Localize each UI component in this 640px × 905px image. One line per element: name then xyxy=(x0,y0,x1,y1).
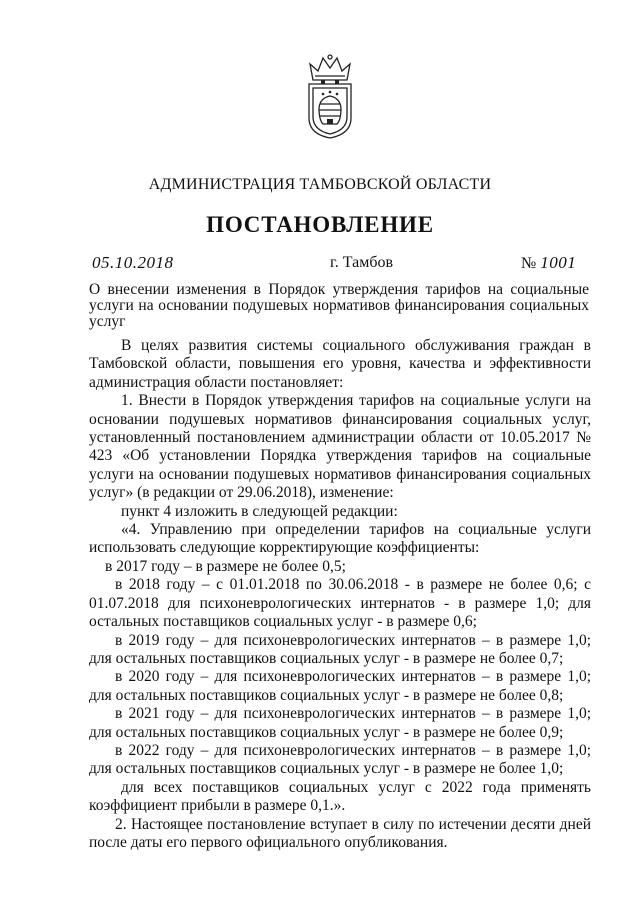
paragraph-item-1: 1. Внести в Порядок утверждения тарифов на социальные услуги на основании подушевых нормативов финансирования социальных услуг, установленный постановлением администрации области от 10.05.2017 № 423 «Об установлении Порядка утверждения тарифов на социальные услуги на основании подушевых нормативов финансирования социальных услуг» (в редакции от 29.06.2018), изменение: xyxy=(89,392,591,502)
document-number xyxy=(521,253,576,274)
number-value: 1001 xyxy=(540,253,577,272)
document-city: г. Тамбов xyxy=(330,254,394,271)
paragraph-profit-coefficient: для всех поставщиков социальных услуг с 2022 года применять коэффициент прибыли в размере 0,1.». xyxy=(89,778,591,815)
paragraph-year-2019: в 2019 году – для психоневрологических интернатов – в размере 1,0; для остальных поставщиков социальных услуг - в размере не более 0,7; xyxy=(89,631,591,667)
document-subject: О внесении изменения в Порядок утверждения тарифов на социальные услуги на основании подушевых нормативов финансирования социальных услуг xyxy=(89,281,589,330)
paragraph-year-2020: в 2020 году – для психоневрологических интернатов – в размере 1,0; для остальных поставщиков социальных услуг - в размере не более 0,8; xyxy=(89,668,591,704)
paragraph-year-2018: в 2018 году – с 01.01.2018 по 30.06.2018 - в размере не более 0,6; с 01.07.2018 для психоневрологических интернатов - в размере 1,0; для остальных поставщиков социальных услуг - в размере 0,6; xyxy=(89,576,591,631)
document-body xyxy=(89,337,591,852)
paragraph-year-2022: в 2022 году – для психоневрологических интернатов – в размере 1,0; для остальных поставщиков социальных услуг - в размере не более 1,0; xyxy=(89,741,591,778)
organization-name: АДМИНИСТРАЦИЯ ТАМБОВСКОЙ ОБЛАСТИ xyxy=(148,176,492,193)
paragraph-instruction: пункт 4 изложить в следующей редакции: xyxy=(121,502,398,520)
document-type-title: ПОСТАНОВЛЕНИЕ xyxy=(206,212,434,237)
number-label: № xyxy=(521,255,537,272)
coat-of-arms-icon xyxy=(301,54,359,140)
paragraph-year-2017: в 2017 году – в размере не более 0,5; xyxy=(105,557,346,575)
paragraph-intro: В целях развития системы социального обслуживания граждан в Тамбовской области, повышения его уровня, качества и эффективности администрация области постановляет: xyxy=(89,337,591,391)
document-date: 05.10.2018 xyxy=(92,253,174,272)
paragraph-item-2: 2. Настоящее постановление вступает в силу по истечении десяти дней после даты его первого официального опубликования. xyxy=(89,815,591,851)
paragraph-point-4: «4. Управлению при определении тарифов на социальные услуги использовать следующие корректирующие коэффициенты: xyxy=(89,521,591,557)
paragraph-year-2021: в 2021 году – для психоневрологических интернатов – в размере 1,0; для остальных поставщиков социальных услуг - в размере не более 0,9; xyxy=(89,705,591,741)
